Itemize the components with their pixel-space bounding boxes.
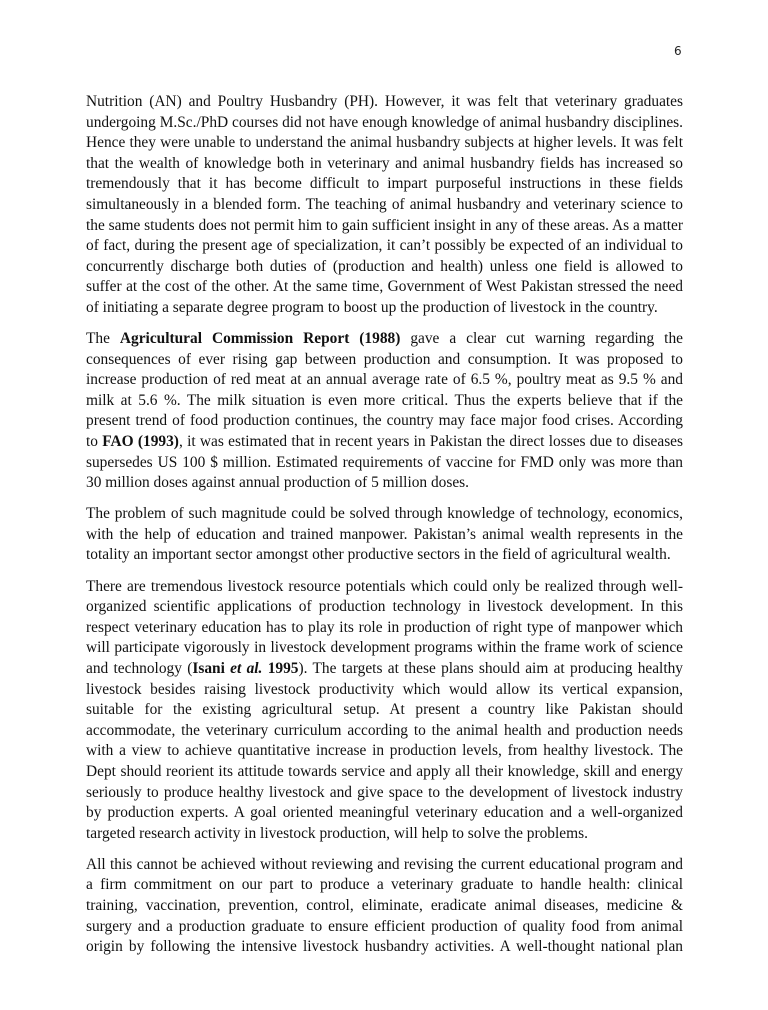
paragraph-review-curriculum: All this cannot be achieved without reviewing and revising the current educational program and a firm commitment on our part to produce a veterinary graduate to handle health: clinical training, vaccination, prevention, control, eliminate, eradicate animal diseases, medicine & surgery and a production graduate to ensure efficient production of quality food from animal origin by following the intensive livestock husbandry activities. A well-thought national plan bbox=[86, 855, 683, 956]
paragraph-agricultural-commission: The Agricultural Commission Report (1988) gave a clear cut warning regarding the consequences of ever rising gap between production and consumption. It was proposed to increase production of red meat at an annual average rate of 6.5 %, poultry meat as 9.5 % and milk at 5.6 %. The milk situation is even more critical. Thus the experts believe that if the present trend of food production continues, the country may face major food crises. According to FAO (1993), it was estimated that in recent years in Pakistan the direct losses due to diseases supersedes US 100 $ million. Estimated requirements of vaccine for FMD only was more than 30 million doses against annual production of 5 million doses. bbox=[86, 330, 683, 492]
bold-citation: et al. bbox=[230, 659, 263, 677]
paragraph-problem-magnitude: The problem of such magnitude could be solved through knowledge of technology, economics, with the help of education and trained manpower. Pakistan’s animal wealth represents in the totality an important sector amongst other productive sectors in the field of agricultural wealth. bbox=[86, 505, 683, 564]
bold-citation: Isani bbox=[192, 659, 231, 677]
paragraph-livestock-potentials: There are tremendous livestock resource potentials which could only be realized through well-organized scientific applications of production technology in livestock development. In this respect veterinary education has to play its role in production of right type of manpower which will participate vigorously in livestock development programs within the frame work of science and technology (Isani et al. 1995). The targets at these plans should aim at producing healthy livestock besides raising livestock productivity which would allow its vertical expansion, suitable for the existing agricultural setup. At present a country like Pakistan should accommodate, the veterinary curriculum according to the animal health and production needs with a view to achieve quantitative increase in production levels, from healthy livestock. The Dept should reorient its attitude towards service and apply all their knowledge, skill and energy seriously to produce healthy livestock and give space to the development of livestock industry by production experts. A goal oriented meaningful veterinary education and a well-organized targeted research activity in livestock production, will help to solve the problems. bbox=[86, 577, 684, 842]
paragraph-training-background: Nutrition (AN) and Poultry Husbandry (PH). However, it was felt that veterinary graduates undergoing M.Sc./PhD courses did not have enough knowledge of animal husbandry disciplines. Hence they were unable to understand the animal husbandry subjects at higher levels. It was felt that the wealth of knowledge both in veterinary and animal husbandry fields has increased so tremendously that it has become difficult to impart purposeful instructions in these fields simultaneously in a blended form. The teaching of animal husbandry and veterinary science to the same students does not permit him to gain sufficient insight in any of these areas. As a matter of fact, during the present age of specialization, it can’t possibly be expected of an individual to concurrently discharge both duties of (production and health) unless one field is allowed to suffer at the cost of the other. At the same time, Government of West Pakistan stressed the need of initiating a separate degree program to boost up the production of livestock in the country. bbox=[86, 93, 683, 316]
bold-citation: FAO (1993) bbox=[102, 433, 179, 450]
page-number: 6 bbox=[674, 44, 682, 58]
bold-citation: Agricultural Commission Report (1988) bbox=[119, 330, 401, 348]
bold-citation: 1995 bbox=[262, 659, 299, 677]
document-body bbox=[86, 92, 683, 968]
